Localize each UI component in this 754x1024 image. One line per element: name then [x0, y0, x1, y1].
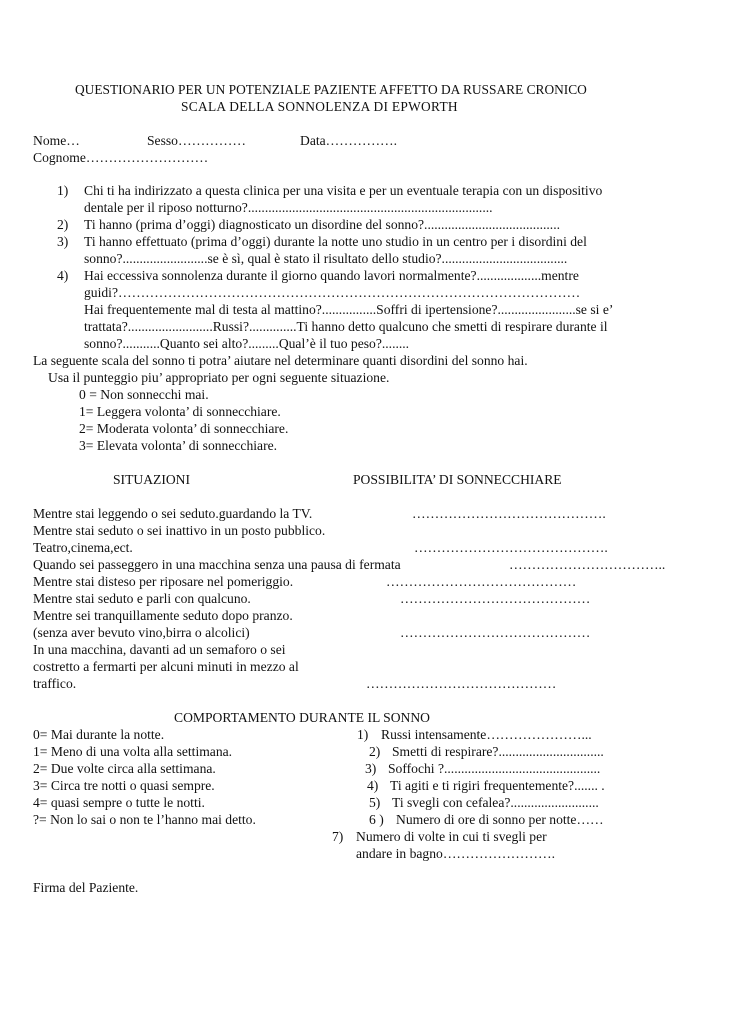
question-number: 4)	[57, 268, 69, 283]
situation-score-field[interactable]: ……………………………………	[400, 625, 591, 640]
question-1-text: Chi ti ha indirizzato a questa clinica per una visita e per un eventuale terapia con un dispositivo	[84, 183, 603, 198]
sesso-field[interactable]: Sesso……………	[147, 133, 246, 148]
scale-item: 2= Moderata volonta’ di sonnecchiare.	[79, 421, 289, 436]
question-4-treated[interactable]: trattata?.........................Russi?..............Ti hanno detto qualcuno che smetti di respirare durante il	[84, 319, 608, 334]
behavior-number: 2)	[369, 744, 381, 759]
question-4-headache[interactable]: Hai frequentemente mal di testa al mattino?................Soffri di ipertensione?.......................se si e’	[84, 302, 614, 317]
frequency-item: 3= Circa tre notti o quasi sempre.	[33, 778, 215, 793]
situation-label: (senza aver bevuto vino,birra o alcolici)	[33, 625, 250, 640]
behavior-item[interactable]: Smetti di respirare?...............................	[392, 744, 604, 759]
situation-score-field[interactable]: …………………………………….	[412, 506, 606, 521]
situation-label: Mentre sei tranquillamente seduto dopo pranzo.	[33, 608, 293, 623]
situation-label: Quando sei passeggero in una macchina senza una pausa di fermata	[33, 557, 401, 572]
situation-label: Mentre stai seduto e parli con qualcuno.	[33, 591, 251, 606]
situation-score-field[interactable]: …………………………………….	[414, 540, 608, 555]
situation-label: Mentre stai disteso per riposare nel pomeriggio.	[33, 574, 294, 589]
question-4-text[interactable]: Hai eccessiva sonnolenza durante il giorno quando lavori normalmente?...................mentre	[84, 268, 579, 283]
situation-label: In una macchina, davanti ad un semaforo o sei	[33, 642, 286, 657]
behavior-item[interactable]: Ti agiti e ti rigiri frequentemente?....... .	[390, 778, 605, 793]
document-title: QUESTIONARIO PER UN POTENZIALE PAZIENTE AFFETTO DA RUSSARE CRONICO	[75, 82, 587, 97]
behavior-number: 5)	[369, 795, 381, 810]
behavior-number: 1)	[357, 727, 369, 742]
situation-score-field[interactable]: ……………………………………	[386, 574, 577, 589]
behavior-item[interactable]: Russi intensamente…………………...	[381, 727, 592, 742]
situation-label: Mentre stai seduto o sei inattivo in un posto pubblico.	[33, 523, 326, 538]
scale-item: 1= Leggera volonta’ di sonnecchiare.	[79, 404, 281, 419]
scale-intro: La seguente scala del sonno ti potra’ aiutare nel determinare quanti disordini del sonno hai.	[33, 353, 528, 368]
situation-score-field[interactable]: ……………………………..	[509, 557, 666, 572]
behavior-number: 6 )	[369, 812, 384, 827]
question-number: 2)	[57, 217, 69, 232]
frequency-item: 1= Meno di una volta alla settimana.	[33, 744, 233, 759]
data-field[interactable]: Data…………….	[300, 133, 398, 148]
frequency-item: ?= Non lo sai o non te l’hanno mai detto.	[33, 812, 256, 827]
document-subtitle: SCALA DELLA SONNOLENZA DI EPWORTH	[181, 99, 458, 114]
situation-label: Teatro,cinema,ect.	[33, 540, 133, 555]
question-number: 3)	[57, 234, 69, 249]
question-4-height-weight[interactable]: sonno?...........Quanto sei alto?.........Qual’è il tuo peso?........	[84, 336, 410, 351]
behavior-item[interactable]: Soffochi ?..............................................	[388, 761, 601, 776]
situation-label: Mentre stai leggendo o sei seduto.guardando la TV.	[33, 506, 313, 521]
patient-signature[interactable]: Firma del Paziente.	[33, 880, 139, 895]
behavior-number: 7)	[332, 829, 344, 844]
question-2-text[interactable]: Ti hanno (prima d’oggi) diagnosticato un disordine del sonno?........................................	[84, 217, 560, 232]
possibility-header: POSSIBILITA’ DI SONNECCHIARE	[353, 472, 562, 487]
behavior-item-answer[interactable]: andare in bagno…………………….	[356, 846, 555, 861]
situation-score-field[interactable]: ……………………………………	[366, 676, 557, 691]
behavior-item[interactable]: Ti svegli con cefalea?..........................	[392, 795, 599, 810]
situations-header: SITUAZIONI	[113, 472, 191, 487]
question-4-guidi[interactable]: guidi?…………………………………………………………………………………………	[84, 285, 581, 300]
scale-item: 3= Elevata volonta’ di sonnecchiare.	[79, 438, 278, 453]
question-3-text: Ti hanno effettuato (prima d’oggi) durante la notte uno studio in un centro per i disordini del	[84, 234, 587, 249]
sleep-behavior-header: COMPORTAMENTO DURANTE IL SONNO	[174, 710, 431, 725]
question-number: 1)	[57, 183, 69, 198]
question-1-answer[interactable]: dentale per il riposo notturno?........................................................................	[84, 200, 493, 215]
nome-field[interactable]: Nome…	[33, 133, 80, 148]
behavior-number: 3)	[365, 761, 377, 776]
frequency-item: 4= quasi sempre o tutte le notti.	[33, 795, 205, 810]
behavior-number: 4)	[367, 778, 379, 793]
behavior-item[interactable]: Numero di ore di sonno per notte……	[396, 812, 604, 827]
situation-score-field[interactable]: ……………………………………	[400, 591, 591, 606]
scale-item: 0 = Non sonnecchi mai.	[79, 387, 209, 402]
behavior-item: Numero di volte in cui ti svegli per	[356, 829, 547, 844]
situation-label: costretto a fermarti per alcuni minuti in mezzo al	[33, 659, 299, 674]
frequency-item: 0= Mai durante la notte.	[33, 727, 165, 742]
scale-instruction: Usa il punteggio piu’ appropriato per ogni seguente situazione.	[48, 370, 390, 385]
frequency-item: 2= Due volte circa alla settimana.	[33, 761, 216, 776]
question-3-answer[interactable]: sonno?.........................se è sì, qual è stato il risultato dello studio?.....................................	[84, 251, 568, 266]
cognome-field[interactable]: Cognome………………………	[33, 150, 209, 165]
situation-label: traffico.	[33, 676, 77, 691]
